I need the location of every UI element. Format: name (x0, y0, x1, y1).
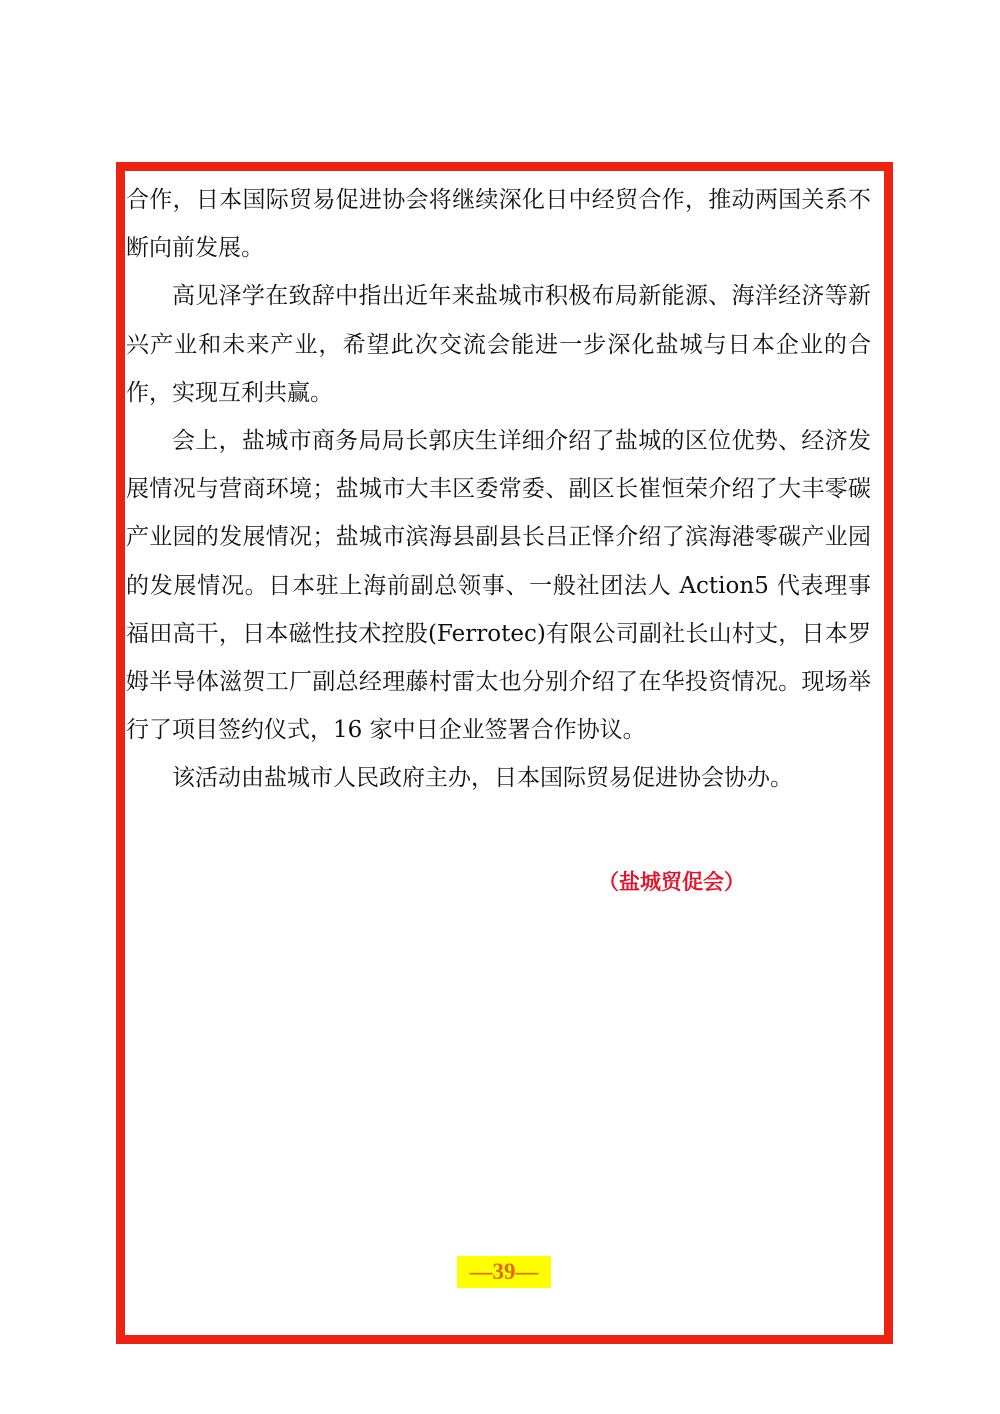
paragraph-presentations: 会上，盐城市商务局局长郭庆生详细介绍了盐城的区位优势、经济发展情况与营商环境；盐城市大丰区委常委、副区长崔恒荣介绍了大丰零碳产业园的发展情况；盐城市滨海县副县长吕正怿介绍了滨海港零碳产业园的发展情况。日本驻上海前副总领事、一般社团法人 Action5 代表理事福田高干，日本磁性技术控股(Ferrotec)有限公司副社长山村丈，日本罗姆半导体滋贺工厂副总经理藤村雷太也分别介绍了在华投资情况。现场举行了项目签约仪式，16 家中日企业签署合作协议。 (126, 428, 871, 744)
article-body (126, 176, 871, 803)
paragraph-continuation: 合作，日本国际贸易促进协会将继续深化日中经贸合作，推动两国关系不断向前发展。 (126, 187, 871, 262)
article-source: （盐城贸促会） (598, 870, 745, 894)
page-number: —39— (457, 1256, 551, 1288)
paragraph-speech: 高见泽学在致辞中指出近年来盐城市积极布局新能源、海洋经济等新兴产业和未来产业，希望此次交流会能进一步深化盐城与日本企业的合作，实现互利共赢。 (126, 283, 871, 406)
paragraph-organizers: 该活动由盐城市人民政府主办，日本国际贸易促进协会协办。 (172, 765, 793, 792)
